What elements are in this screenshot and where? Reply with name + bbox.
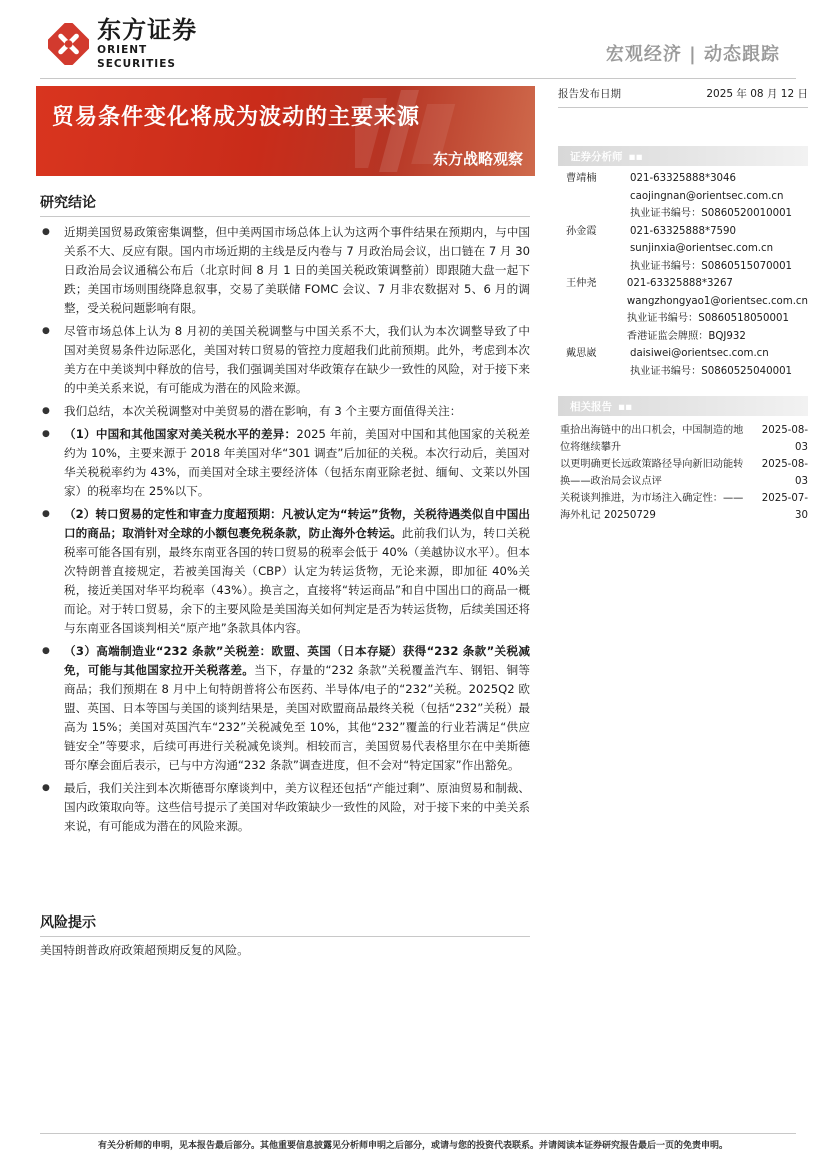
report-series: 东方战略观察	[432, 150, 523, 168]
analyst-name: 曹靖楠	[566, 173, 597, 184]
analyst-phone: 021-63325888*3046	[630, 173, 736, 184]
analyst-name: 孙金霞	[566, 225, 597, 237]
analyst-entry	[558, 345, 808, 380]
report-category: 宏观经济 | 动态跟踪	[605, 44, 780, 65]
related-report-item[interactable]	[558, 490, 808, 524]
publish-date-row	[558, 86, 808, 108]
conclusion-bullet: ● 最后，我们关注到本次斯德哥尔摩谈判中，美方议程还包括“产能过剩”、原油贸易和制裁、国内政策取向等。这些信号提示了美国对华政策缺少一致性的风险，对于接下来的中美关系来说，有可能成为潜在的风险来源。	[40, 779, 530, 836]
publish-date-label: 报告发布日期	[558, 88, 621, 100]
analyst-email[interactable]: sunjinxia@orientsec.com.cn	[630, 243, 774, 254]
side-panel	[558, 86, 808, 524]
analyst-license: 执业证书编号：S0860520010001	[630, 208, 793, 219]
header-divider	[40, 78, 796, 79]
analyst-name: 戴思崴	[566, 348, 597, 359]
related-report-item[interactable]	[558, 422, 808, 456]
logo-chinese-name: 东方证券	[97, 16, 198, 44]
analyst-list	[558, 170, 808, 380]
analyst-entry	[558, 223, 808, 276]
analyst-phone: 021-63325888*3267	[626, 278, 733, 289]
related-report-item[interactable]	[558, 456, 808, 490]
footer-divider	[40, 1133, 796, 1134]
analyst-phone: 021-63325888*7590	[630, 225, 736, 237]
conclusion-bullet: ● （2）转口贸易的定性和审查力度超预期：凡被认定为“转运”货物，关税待遇类似自中国出口的商品；取消针对全球的小额包裹免税条款，防止海外仓转运。此前我们认为，转口关税税率可能各国有别，最终东南亚各国的转口贸易的税率会低于 40%（美越协议水平）。但本次特朗普直接规定，若被美国海关（CBP）认定为转运货物，无论来源，即加征 40%关税，接近美国对华平均税率（43%）。换言之，直接将“转运商品”和自中国出口的商品一概而论。对于转口贸易，余下的主要风险是美国海关如何判定是否为转运货物，后续美国还将与东南亚各国谈判相关“原产地”条款具体内容。	[40, 505, 530, 638]
conclusion-list	[40, 223, 530, 836]
company-logo	[48, 16, 228, 70]
related-report-list	[558, 422, 808, 524]
related-report-title[interactable]: 重拾出海链中的出口机会，中国制造的地位将继续攀升	[560, 425, 744, 453]
related-report-date: 2025-08-03	[761, 459, 808, 487]
report-title: 贸易条件变化将成为波动的主要来源	[52, 105, 421, 130]
research-conclusion-section	[40, 192, 530, 840]
analyst-email[interactable]: wangzhongyao1@orientsec.com.cn	[626, 295, 808, 307]
conclusion-bullet: ● （1）中国和其他国家对美关税水平的差异：2025 年前，美国对中国和其他国家的关税差约为 10%，主要来源于 2018 年美国对华“301 调查”后加征的关税。本次行动后，美国对华关税税率约为 43%，而美国对全球主要经济体（包括东南亚除老挝、缅甸、文莱以外国家）的税率均在 25%以下。	[40, 425, 530, 501]
orient-logo-icon	[48, 23, 89, 65]
related-report-date: 2025-08-03	[761, 425, 808, 453]
risk-text: 美国特朗普政府政策超预期反复的风险。	[40, 943, 249, 957]
analyst-entry	[558, 170, 808, 223]
analysts-header: 证券分析师 ▪▪	[558, 146, 808, 166]
analysts-header-label: 证券分析师	[570, 151, 623, 163]
related-reports-label: 相关报告	[570, 401, 612, 413]
logo-english-name: ORIENT SECURITIES	[97, 44, 176, 70]
analyst-email[interactable]: daisiwei@orientsec.com.cn	[630, 348, 769, 359]
footer-disclaimer: 有关分析师的申明，见本报告最后部分。其他重要信息披露见分析师申明之后部分，或请与您的投资代表联系。并请阅读本证券研究报告最后一页的免责申明。	[97, 1141, 728, 1151]
conclusion-title: 研究结论	[40, 192, 530, 217]
risk-title: 风险提示	[40, 912, 530, 937]
title-banner	[36, 86, 535, 176]
conclusion-bullet: ● 我们总结，本次关税调整对中美贸易的潜在影响，有 3 个主要方面值得关注：	[40, 402, 530, 421]
analyst-license: 执业证书编号：S0860515070001	[630, 260, 793, 272]
analyst-name: 王仲尧	[566, 278, 597, 289]
conclusion-bullet: ● 近期美国贸易政策密集调整，但中美两国市场总体上认为这两个事件结果在预期内，与中国关系不大、反应有限。国内市场近期的主线是反内卷与 7 月政治局会议，出口链在 7 月 30 日政治局会议通稿公布后（北京时间 8 月 1 日的美国关税政策调整前）即跟随大盘一起下跌；美国市场则围绕降息叙事，交易了美联储 FOMC 会议、7 月非农数据对 5、6 月的调整，受关税问题影响有限。	[40, 223, 530, 318]
risk-section	[40, 912, 530, 960]
conclusion-bullet: ● （3）高端制造业“232 条款”关税差：欧盟、英国（日本存疑）获得“232 条款”关税减免，可能与其他国家拉开关税落差。当下，存量的“232 条款”关税覆盖汽车、钢铝、铜等商品；我们预期在 8 月中上旬特朗普将公布医药、半导体/电子的“232”关税。2025Q2 欧盟、英国、日本等国与美国的谈判结果是，美国对欧盟商品最终关税（包括“232”关税）最高为 15%；美国对英国汽车“232”关税减免至 10%，其他“232”覆盖的行业若满足“供应链安全”等要求，后续可再进行关税减免谈判。相较而言，美国贸易代表格里尔在中美斯德哥尔摩会面后表示，已与中方沟通“232 条款”调查进度，但不会对“特定国家”作出豁免。	[40, 642, 530, 775]
related-report-title[interactable]: 关税谈判推进，为市场注入确定性：——海外札记 20250729	[560, 493, 744, 521]
analyst-license: 执业证书编号：S0860518050001	[626, 313, 789, 324]
related-report-date: 2025-07-30	[761, 493, 808, 521]
analyst-hk-license: 香港证监会牌照：BQJ932	[626, 330, 746, 342]
publish-date-value: 2025 年 08 月 12 日	[706, 88, 808, 100]
conclusion-bullet: ● 尽管市场总体上认为 8 月初的美国关税调整与中国关系不大，我们认为本次调整导致了中国对美贸易条件边际恶化，美国对转口贸易的管控力度超我们此前预期。此外，考虑到本次美方在中美谈判中释放的信号，我们强调美国对华政策存在缺少一致性的风险，对于接下来的中美关系来说，有可能成为潜在的风险来源。	[40, 322, 530, 398]
analyst-entry	[558, 275, 808, 345]
related-reports-header: 相关报告 ▪▪	[558, 396, 808, 416]
analyst-email[interactable]: caojingnan@orientsec.com.cn	[630, 190, 784, 202]
analyst-license: 执业证书编号：S0860525040001	[630, 365, 793, 377]
related-report-title[interactable]: 以更明确更长远政策路径导向新旧动能转换——政治局会议点评	[560, 459, 744, 487]
